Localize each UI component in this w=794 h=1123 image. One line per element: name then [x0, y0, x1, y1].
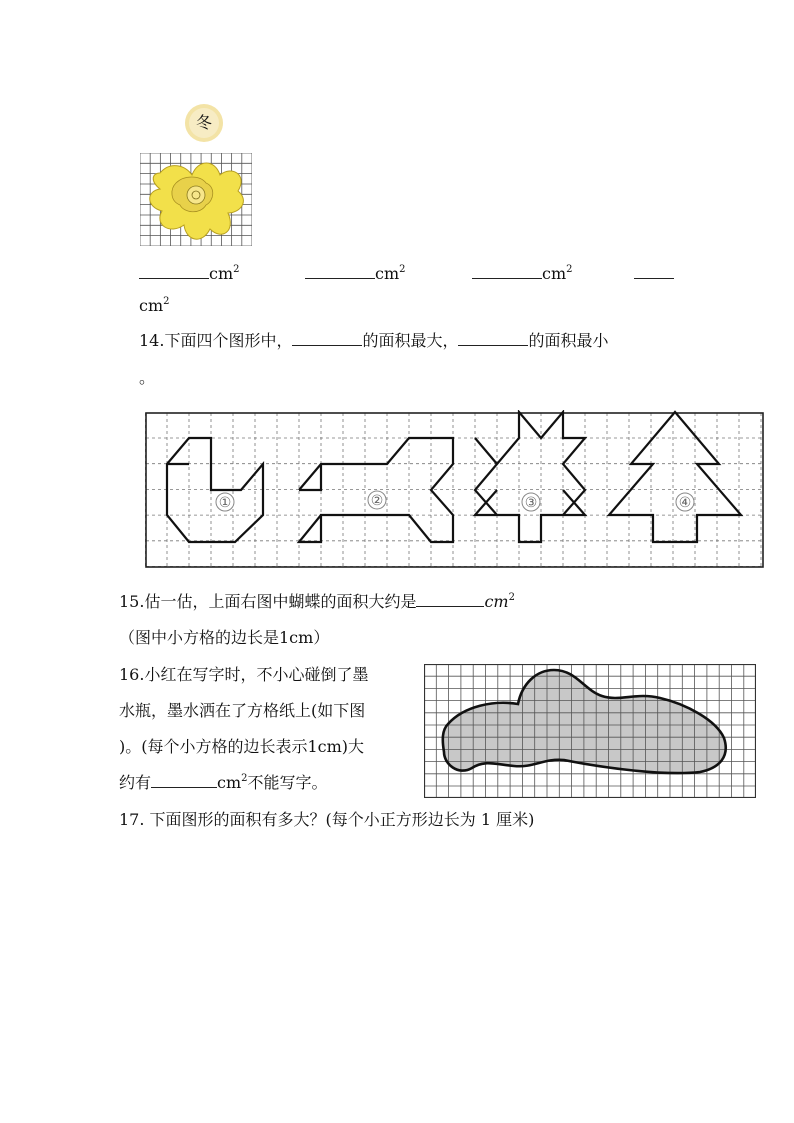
four-shapes-figure	[145, 410, 765, 570]
q16-line3: )。(每个小方格的边长表示1cm)大	[119, 737, 365, 756]
answer-blank-1: $cm^2$	[139, 264, 240, 284]
ink-blot-figure	[424, 664, 756, 798]
shape-1-label: ①	[218, 495, 232, 511]
q16-line4: 约有 $cm^2$不能写字。	[119, 773, 328, 792]
answer-blank-2: $cm^2$	[305, 264, 406, 284]
shape-4-label: ④	[678, 495, 692, 511]
q15-note: （图中小方格的边长是1cm）	[119, 628, 330, 647]
answer-blank-4	[634, 264, 674, 284]
flower-shape	[150, 163, 244, 239]
q16-line2: 水瓶，墨水洒在了方格纸上(如下图	[119, 701, 366, 720]
q15-blank[interactable]	[416, 592, 484, 607]
shape-2-outline	[299, 438, 453, 542]
q14-blank-smallest[interactable]	[458, 331, 528, 346]
blank-line[interactable]	[305, 264, 375, 279]
q17-line: 17. 下面图形的面积有多大？(每个小正方形边长为 1 厘米)	[119, 810, 535, 829]
blank-line[interactable]	[634, 264, 674, 279]
blank-line[interactable]	[139, 264, 209, 279]
season-char: 冬	[195, 113, 212, 132]
shape-2-label: ②	[370, 493, 384, 509]
answer-blank-3: $cm^2$	[472, 264, 573, 284]
flower-grid-figure	[140, 153, 252, 246]
q15-line: 15.估一估，上面右图中蝴蝶的面积大约是 $cm^2$	[119, 592, 515, 611]
q16-blank[interactable]	[151, 773, 217, 788]
shape-1-outline	[167, 438, 263, 542]
season-badge	[189, 108, 219, 138]
q16-line1: 16.小红在写字时，不小心碰倒了墨	[119, 665, 369, 684]
answer-blank-4-unit: $cm^2$	[139, 296, 170, 315]
blank-line[interactable]	[472, 264, 542, 279]
q14-blank-largest[interactable]	[292, 331, 362, 346]
q14-end-mark: 。	[139, 368, 156, 387]
shape-3-label: ③	[524, 495, 538, 511]
shape-3-outline	[475, 412, 585, 542]
q14-line: 14.下面四个图形中， 的面积最大， 的面积最小	[139, 331, 609, 350]
